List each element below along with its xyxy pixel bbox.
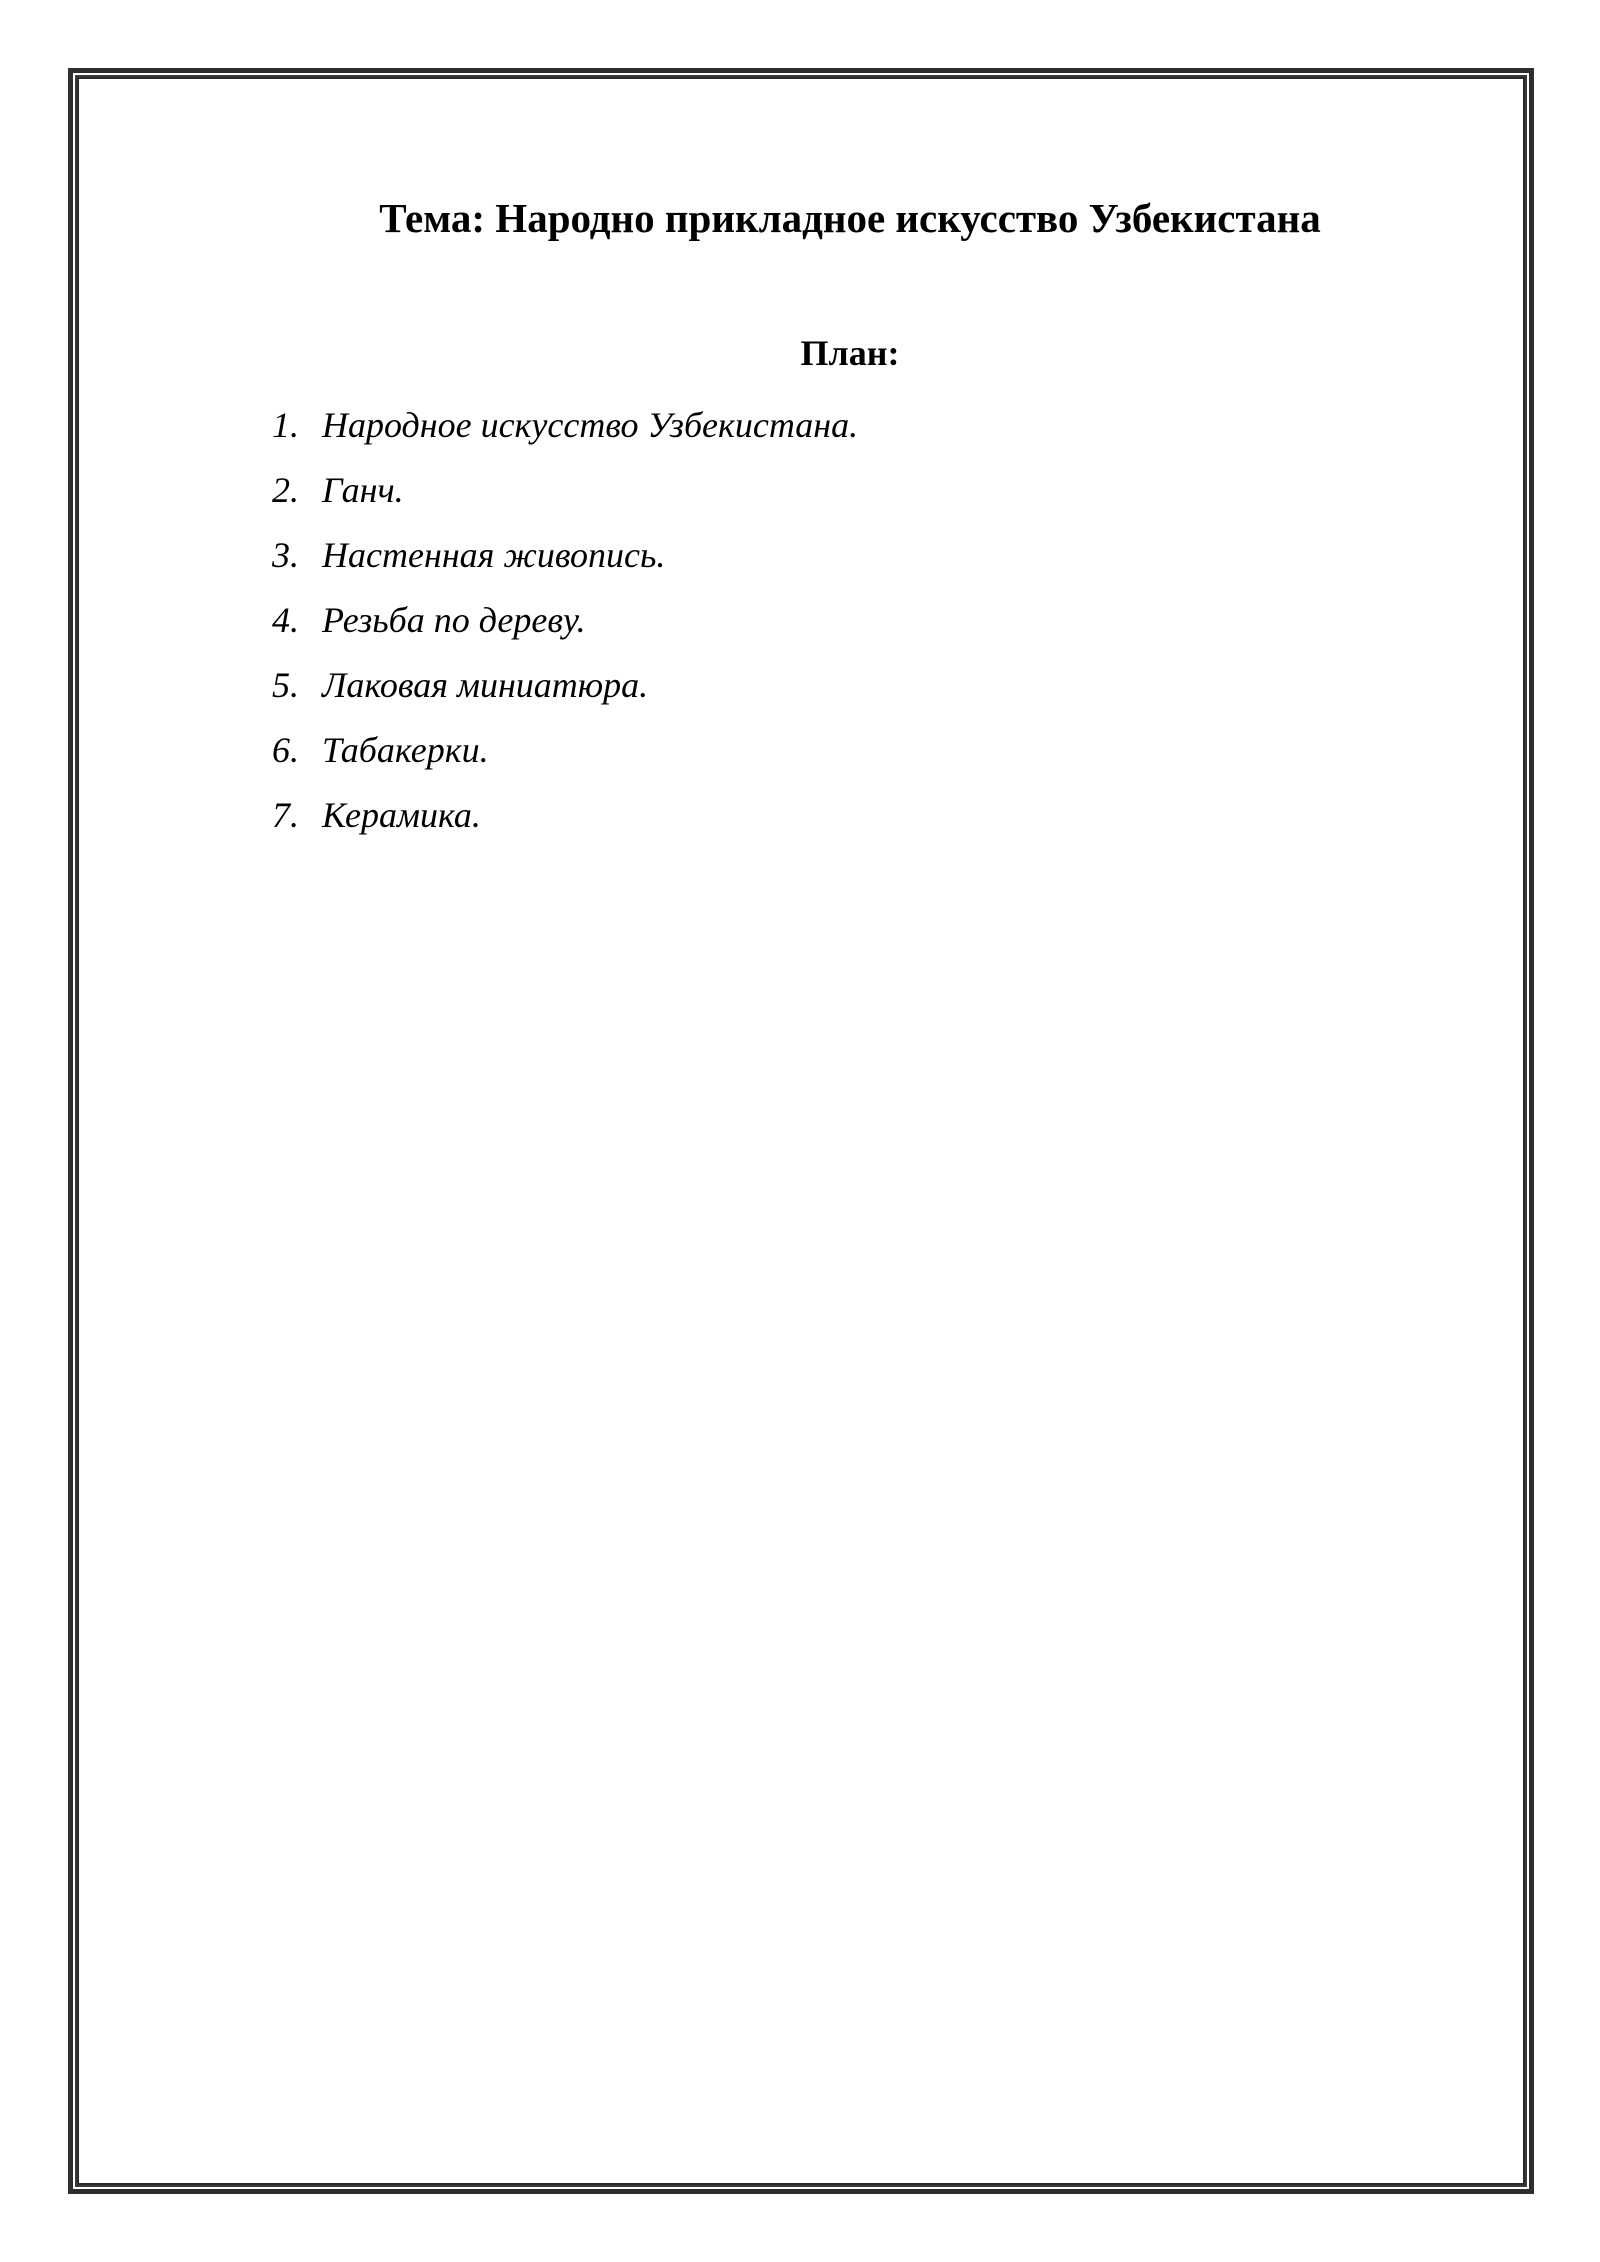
plan-item-text: Лаковая миниатюра. xyxy=(322,665,649,705)
plan-item-number: 4. xyxy=(272,600,299,640)
plan-item-text: Народное искусство Узбекистана. xyxy=(322,405,859,445)
plan-item-text: Настенная живопись. xyxy=(322,535,666,575)
plan-item-text: Керамика. xyxy=(322,795,481,835)
document-title: Тема: Народно прикладное искусство Узбекистана xyxy=(379,195,1321,241)
plan-list xyxy=(272,400,858,855)
plan-item xyxy=(272,660,858,725)
plan-item-number: 1. xyxy=(272,405,299,445)
plan-item-number: 3. xyxy=(272,535,299,575)
page-border xyxy=(68,68,1534,2194)
plan-item-text: Резьба по дереву. xyxy=(322,600,586,640)
plan-item-number: 5. xyxy=(272,665,299,705)
plan-item xyxy=(272,400,858,465)
plan-item xyxy=(272,595,858,660)
plan-item-number: 2. xyxy=(272,470,299,510)
plan-item-number: 7. xyxy=(272,795,299,835)
plan-item-text: Ганч. xyxy=(322,470,404,510)
plan-item-text: Табакерки. xyxy=(322,730,489,770)
plan-item-number: 6. xyxy=(272,730,299,770)
plan-heading: План: xyxy=(800,333,900,373)
plan-item xyxy=(272,530,858,595)
plan-item xyxy=(272,725,858,790)
plan-item xyxy=(272,790,858,855)
plan-item xyxy=(272,465,858,530)
